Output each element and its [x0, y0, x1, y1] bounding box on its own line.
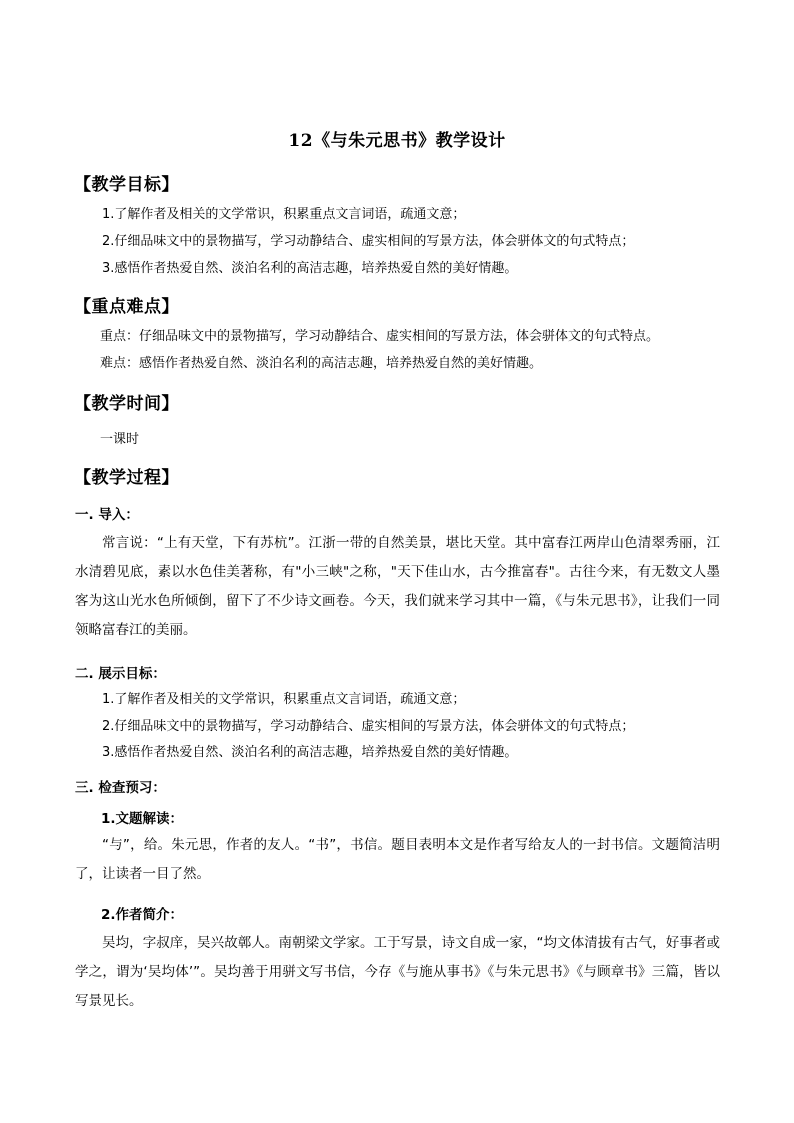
title-explain-paragraph: “与”，给。朱元思，作者的友人。“书”，书信。题目表明本文是作者写给友人的一封书信。文题简洁明了，让读者一目了然。	[75, 837, 720, 882]
difficult-point-item: 难点：感悟作者热爱自然、淡泊名利的高洁志趣，培养热爱自然的美好情趣。	[100, 356, 543, 371]
goal-item: 3.感悟作者热爱自然、淡泊名利的高洁志趣，培养热爱自然的美好情趣。	[102, 261, 518, 276]
show-goal-item: 2.仔细品味文中的景物描写，学习动静结合、虚实相间的写景方法，体会骈体文的句式特点；	[102, 719, 635, 734]
process-heading: 【教学过程】	[74, 468, 179, 488]
goals-heading: 【教学目标】	[74, 175, 179, 195]
author-heading: 2.作者简介：	[101, 907, 184, 923]
preview-heading: 三. 检查预习：	[75, 780, 166, 796]
document-title: 12《与朱元思书》教学设计	[288, 131, 506, 151]
goal-item: 1.了解作者及相关的文学常识，积累重点文言词语，疏通文意；	[102, 207, 466, 222]
title-explain-heading: 1.文题解读：	[101, 811, 184, 827]
goal-item: 2.仔细品味文中的景物描写，学习动静结合、虚实相间的写景方法，体会骈体文的句式特点；	[102, 234, 635, 249]
author-paragraph: 吴均，字叔庠，吴兴故鄣人。南朝梁文学家。工于写景，诗文自成一家，“均文体清拔有古气，好事者或学之，谓为‘吴均体’”。吴均善于用骈文写书信，今存《与施从事书》《与朱元思书》《与顾章书》三篇，皆以写景见长。	[75, 935, 720, 1009]
key-points-heading: 【重点难点】	[74, 297, 179, 317]
intro-paragraph: 常言说：“上有天堂，下有苏杭”。江浙一带的自然美景，堪比天堂。其中富春江两岸山色清翠秀丽，江水清碧见底，素以水色佳美著称，有"小三峡"之称，"天下佳山水，古今推富春"。古往今来，有无数文人墨客为这山光水色所倾倒，留下了不少诗文画卷。今天，我们就来学习其中一篇，《与朱元思书》，让我们一同领略富春江的美丽。	[75, 535, 720, 638]
time-heading: 【教学时间】	[74, 394, 179, 414]
intro-heading: 一. 导入：	[75, 507, 139, 523]
time-value: 一课时	[100, 432, 140, 447]
show-goal-item: 3.感悟作者热爱自然、淡泊名利的高洁志趣，培养热爱自然的美好情趣。	[102, 745, 518, 760]
key-point-item: 重点：仔细品味文中的景物描写，学习动静结合、虚实相间的写景方法，体会骈体文的句式特点。	[100, 329, 660, 344]
show-goal-item: 1.了解作者及相关的文学常识，积累重点文言词语，疏通文意；	[102, 692, 466, 707]
show-goals-heading: 二. 展示目标：	[75, 666, 166, 682]
